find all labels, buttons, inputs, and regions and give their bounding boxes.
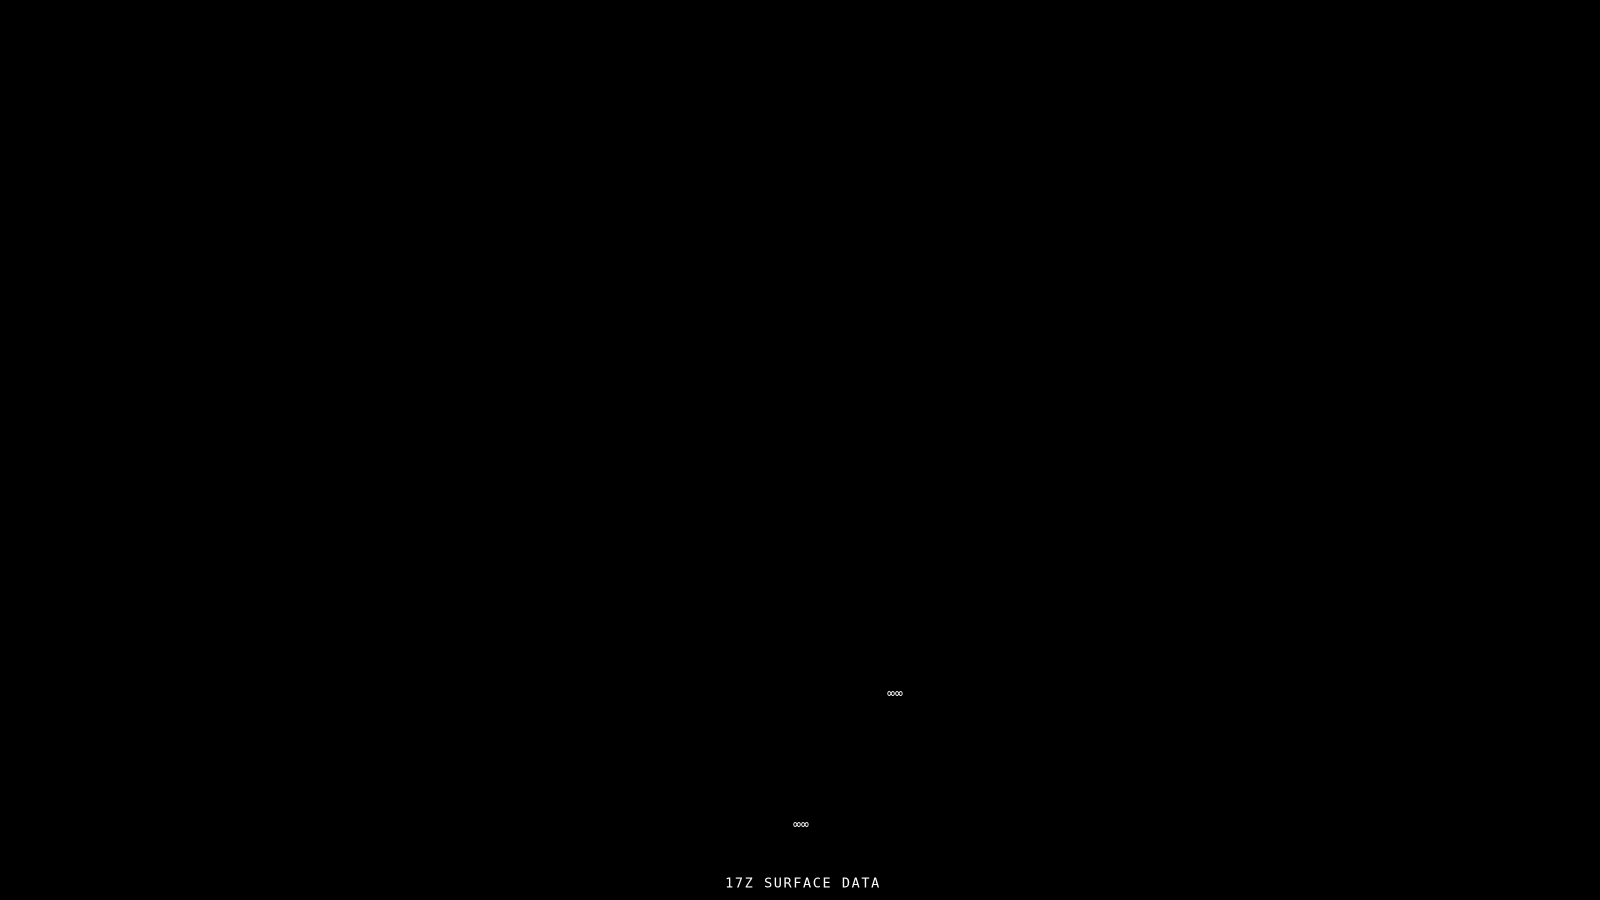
station-plot-marker: ∞∞ — [887, 686, 903, 702]
station-plot-marker: ∞∞ — [793, 817, 809, 833]
chart-caption: 17Z SURFACE DATA — [725, 875, 881, 892]
